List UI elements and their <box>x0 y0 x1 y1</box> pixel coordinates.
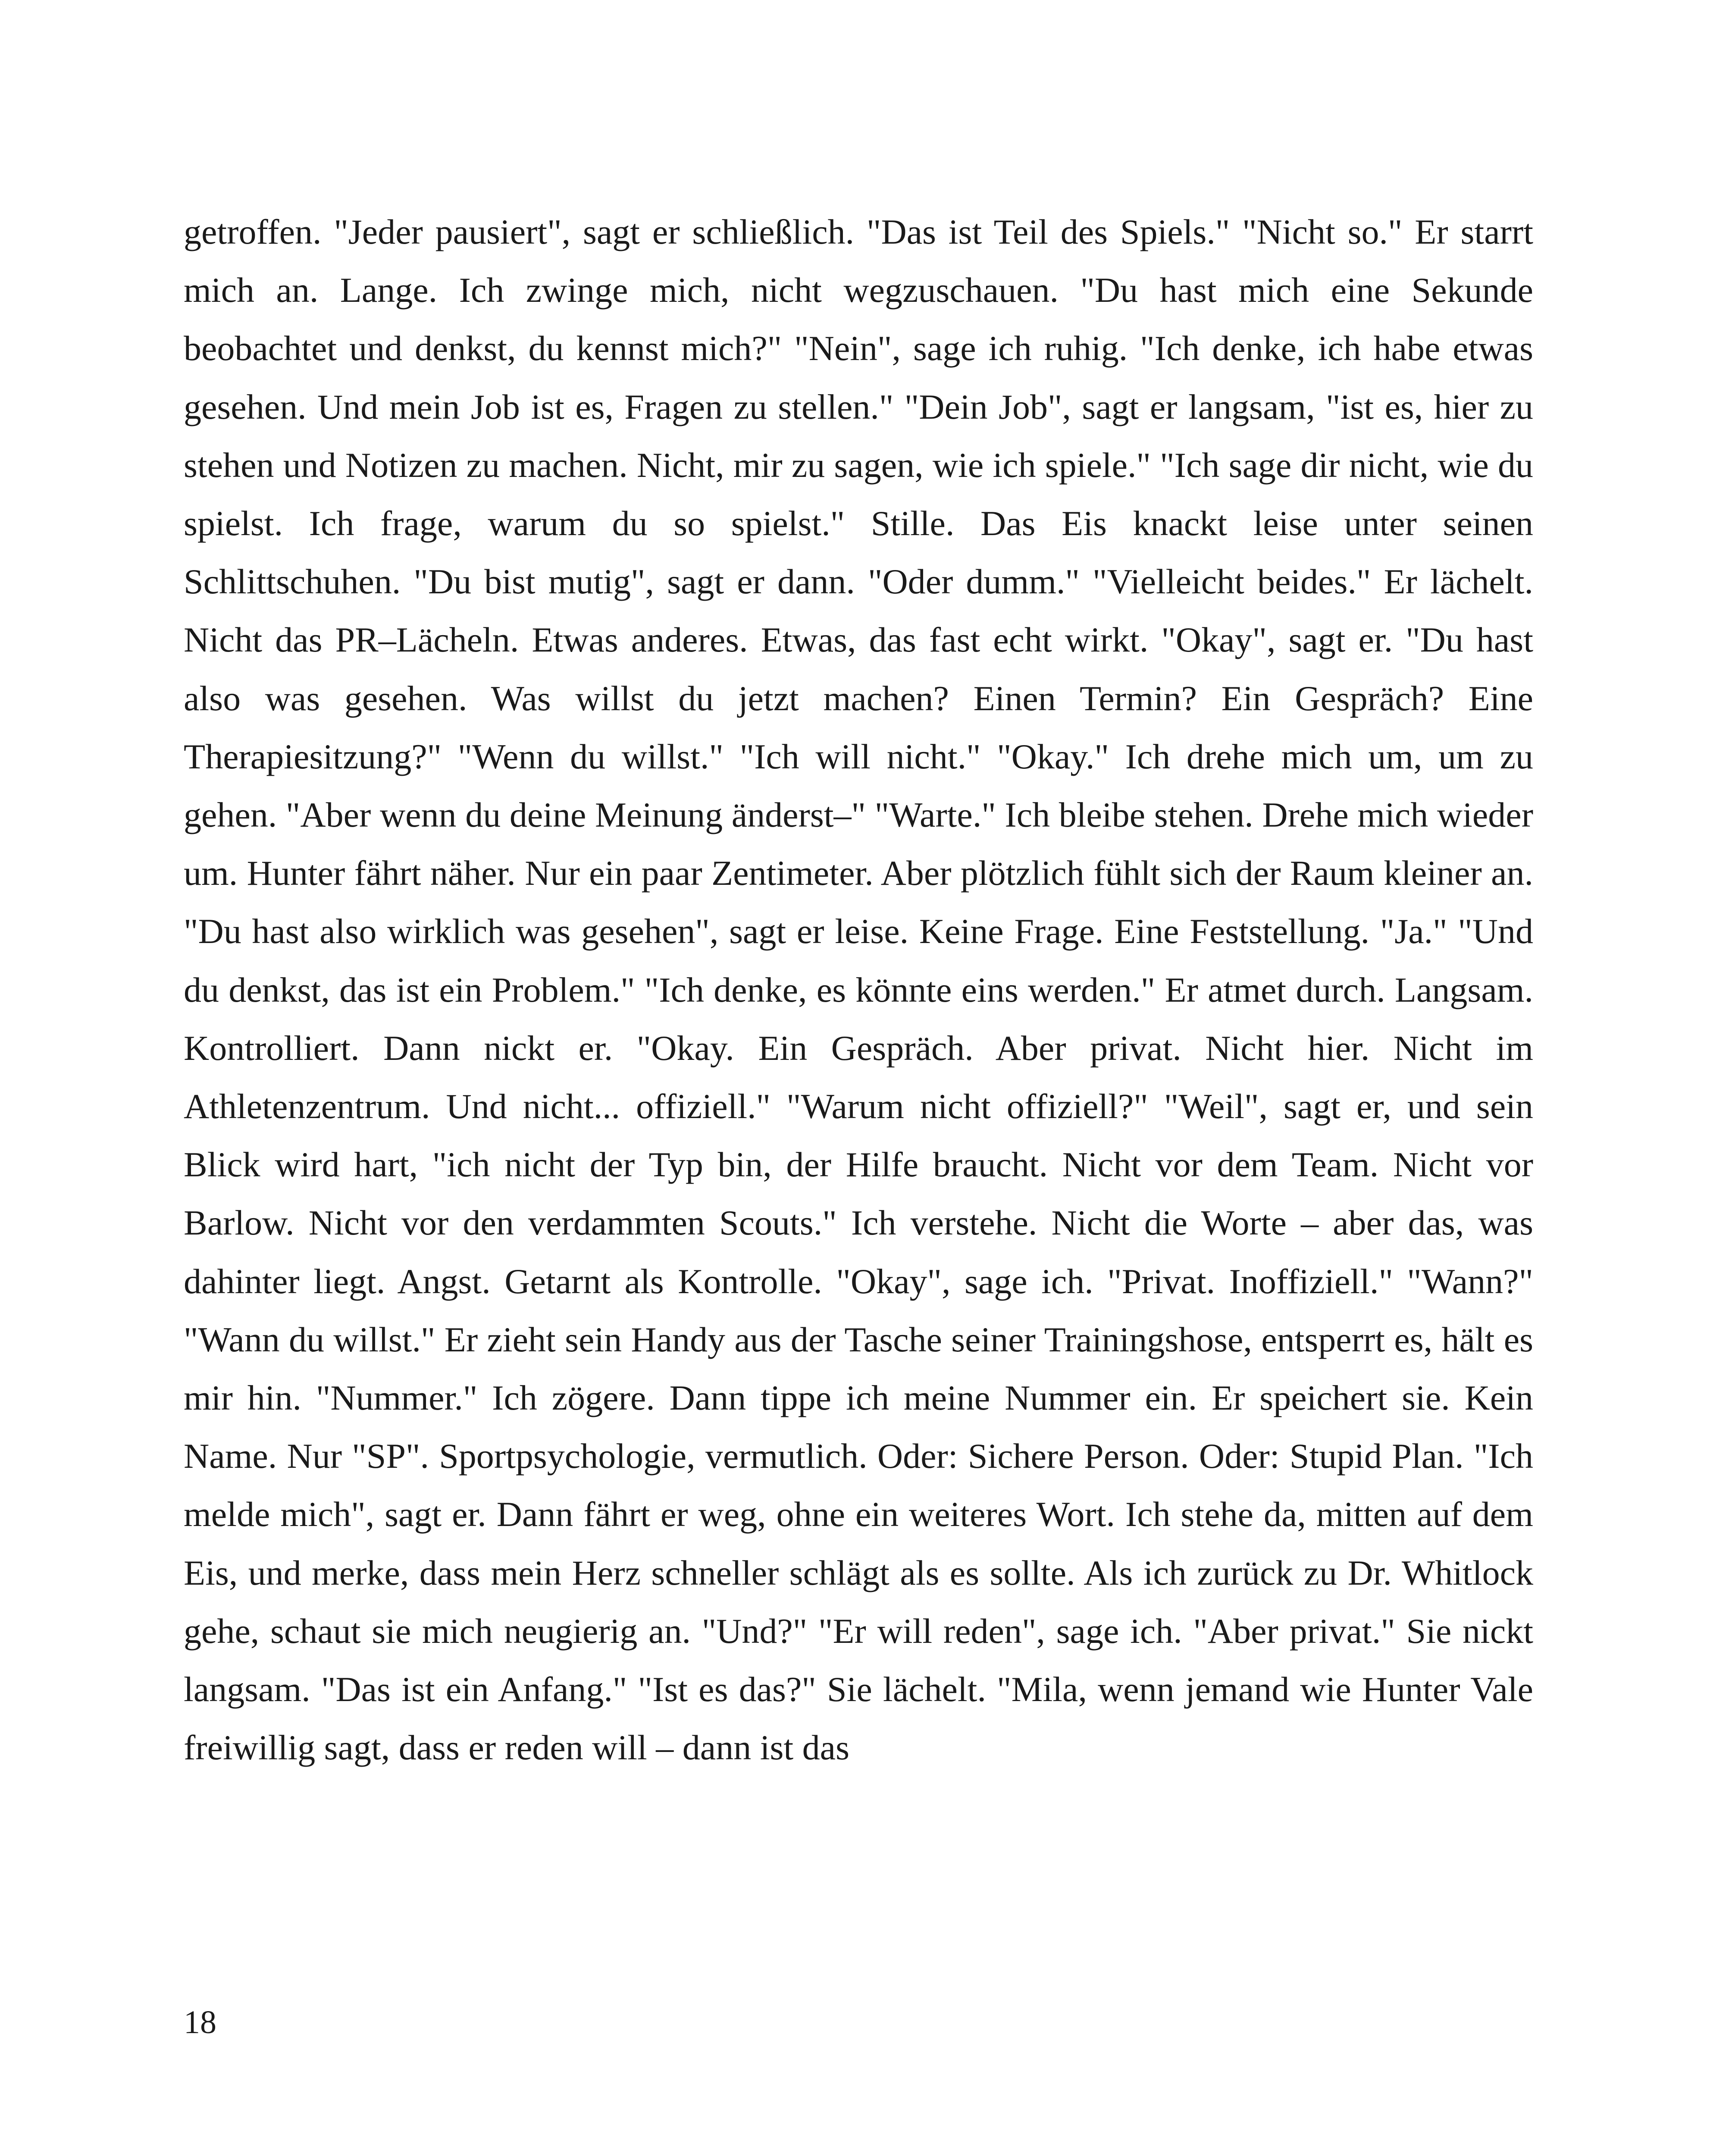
body-paragraph: getroffen. "Jeder pausiert", sagt er schließlich. "Das ist Teil des Spiels." "Nicht so." Er starrt mich an. Lange. Ich zwinge mich, nicht wegzuschauen. "Du hast mich eine Sekunde beobachtet und denkst, du kennst mich?" "Nein", sage ich ruhig. "Ich denke, ich habe etwas gesehen. Und mein Job ist es, Fragen zu stellen." "Dein Job", sagt er langsam, "ist es, hier zu stehen und Notizen zu machen. Nicht, mir zu sagen, wie ich spiele." "Ich sage dir nicht, wie du spielst. Ich frage, warum du so spielst." Stille. Das Eis knackt leise unter seinen Schlittschuhen. "Du bist mutig", sagt er dann. "Oder dumm." "Vielleicht beides." Er lächelt. Nicht das PR–Lächeln. Etwas anderes. Etwas, das fast echt wirkt. "Okay", sagt er. "Du hast also was gesehen. Was willst du jetzt machen? Einen Termin? Ein Gespräch? Eine Therapiesitzung?" "Wenn du willst." "Ich will nicht." "Okay." Ich drehe mich um, um zu gehen. "Aber wenn du deine Meinung änderst–" "Warte." Ich bleibe stehen. Drehe mich wieder um. Hunter fährt näher. Nur ein paar Zentimeter. Aber plötzlich fühlt sich der Raum kleiner an. "Du hast also wirklich was gesehen", sagt er leise. Keine Frage. Eine Feststellung. "Ja." "Und du denkst, das ist ein Problem." "Ich denke, es könnte eins werden." Er atmet durch. Langsam. Kontrolliert. Dann nickt er. "Okay. Ein Gespräch. Aber privat. Nicht hier. Nicht im Athletenzentrum. Und nicht... offiziell." "Warum nicht offiziell?" "Weil", sagt er, und sein Blick wird hart, "ich nicht der Typ bin, der Hilfe braucht. Nicht vor dem Team. Nicht vor Barlow. Nicht vor den verdammten Scouts." Ich verstehe. Nicht die Worte – aber das, was dahinter liegt. Angst. Getarnt als Kontrolle. "Okay", sage ich. "Privat. Inoffiziell." "Wann?" "Wann du willst." Er zieht sein Handy aus der Tasche seiner Trainingshose, entsperrt es, hält es mir hin. "Nummer." Ich zögere. Dann tippe ich meine Nummer ein. Er speichert sie. Kein Name. Nur "SP". Sportpsychologie, vermutlich. Oder: Sichere Person. Oder: Stupid Plan. "Ich melde mich", sagt er. Dann fährt er weg, ohne ein weiteres Wort. Ich stehe da, mitten auf dem Eis, und merke, dass mein Herz schneller schlägt als es sollte. Als ich zurück zu Dr. Whitlock gehe, schaut sie mich neugierig an. "Und?" "Er will reden", sage ich. "Aber privat." Sie nickt langsam. "Das ist ein Anfang." "Ist es das?" Sie lächelt. "Mila, wenn jemand wie Hunter Vale freiwillig sagt, dass er reden will – dann ist das <box>184 212 1533 1767</box>
page-number: 18 <box>184 2004 216 2040</box>
